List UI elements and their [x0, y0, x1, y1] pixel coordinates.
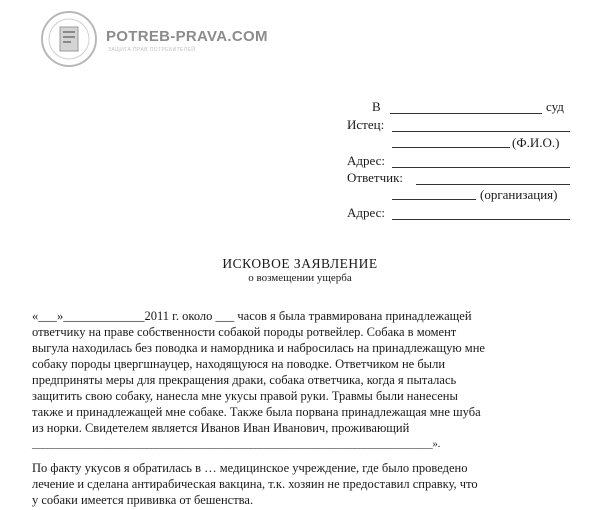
body-line: у собаки имеется прививка от бешенства.: [32, 493, 254, 507]
court-name-line: [390, 113, 542, 114]
court-prefix: В: [372, 99, 381, 114]
body-line: _____________________________________________________________________________».: [32, 438, 441, 450]
body-line: По факту укусов я обратилась в … медицинское учреждение, где было проведено: [32, 461, 468, 475]
court-suffix: суд: [546, 99, 564, 114]
site-name: POTREB-PRAVA.COM: [106, 28, 268, 45]
body-line: выгула находилась без поводка и намордника и набросилась на принадлежащую мне: [32, 341, 485, 355]
defendant-label: Ответчик:: [347, 170, 404, 185]
address-label-2: Адрес:: [347, 205, 385, 220]
address-label-1: Адрес:: [347, 153, 385, 168]
body-line: защитить свою собаку, нанесла мне укусы правой руки. Травмы были нанесены: [32, 389, 458, 403]
document-title: ИСКОВОЕ ЗАЯВЛЕНИЕ: [222, 256, 378, 271]
body-line: «___»_____________2011 г. около ___ часов я была травмирована принадлежащей: [32, 309, 472, 323]
body-line: предприняты меры для прекращения драки, собака ответчика, когда я пыталась: [32, 373, 457, 387]
defendant-line-2: [392, 199, 476, 200]
plaintiff-line-2: [392, 147, 510, 148]
body-line: также и принадлежащей мне собаке. Также была порвана принадлежащая мне шуба: [32, 405, 481, 419]
address-line-1: [392, 167, 570, 168]
fio-hint: (Ф.И.О.): [512, 135, 560, 150]
body-line: лечение и сделана антирабическая вакцина, т.к. хозяин не предоставил справку, что: [32, 477, 478, 491]
document-subtitle: о возмещении ущерба: [248, 272, 352, 284]
defendant-line: [416, 184, 570, 185]
body-line: из норки. Свидетелем является Иванов Иван Иванович, проживающий: [32, 421, 410, 435]
body-line: собаку породы цвергшнауцер, находящуюся на поводке. Ответчиком не были: [32, 357, 446, 371]
plaintiff-label: Истец:: [347, 117, 385, 132]
plaintiff-line: [392, 131, 570, 132]
site-logo-emblem: [40, 10, 98, 68]
body-line: ответчику на праве собственности собакой породы ротвейлер. Собака в момент: [32, 325, 457, 339]
site-tagline: ЗАЩИТА ПРАВ ПОТРЕБИТЕЛЕЙ: [108, 47, 196, 53]
address-line-2: [392, 219, 570, 220]
org-hint: (организация): [480, 187, 558, 202]
